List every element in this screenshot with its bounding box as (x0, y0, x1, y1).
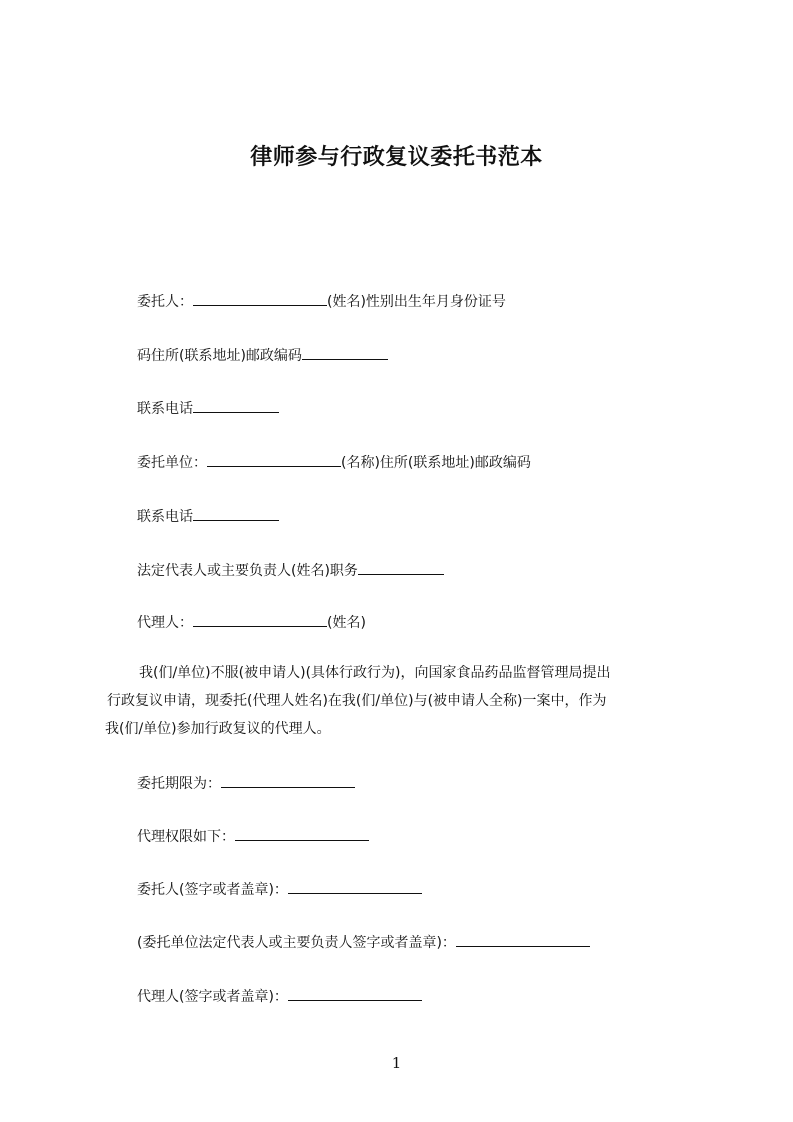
unit-name-blank[interactable] (207, 452, 341, 467)
principal-line (137, 291, 506, 312)
authorization-paragraph (105, 659, 701, 743)
principal-signature-blank[interactable] (288, 879, 422, 894)
agent-name-blank[interactable] (193, 612, 327, 627)
unit-signature-line (137, 932, 590, 953)
legal-rep-label: 法定代表人或主要负责人(姓名)职务 (137, 563, 358, 579)
unit-signature-label: (委托单位法定代表人或主要负责人签字或者盖章)： (137, 935, 456, 951)
authority-blank[interactable] (235, 826, 369, 841)
paragraph-line-3: 我(们/单位)参加行政复议的代理人。 (105, 721, 331, 737)
principal-signature-label: 委托人(签字或者盖章)： (137, 882, 288, 898)
legal-rep-line (137, 560, 444, 581)
agent-signature-label: 代理人(签字或者盖章)： (137, 989, 288, 1005)
phone-label: 联系电话 (137, 401, 193, 417)
page-number: 1 (391, 1054, 402, 1072)
term-line (137, 773, 355, 794)
address-line (137, 345, 388, 366)
term-blank[interactable] (221, 773, 355, 788)
position-blank[interactable] (358, 560, 444, 575)
document-title: 律师参与行政复议委托书范本 (250, 145, 543, 170)
phone-blank[interactable] (193, 398, 279, 413)
agent-signature-line (137, 986, 422, 1007)
unit-phone-blank[interactable] (193, 506, 279, 521)
unit-signature-blank[interactable] (456, 932, 590, 947)
entrusting-unit-label: 委托单位： (137, 455, 207, 471)
paragraph-line-2: 行政复议申请，现委托(代理人姓名)在我(们/单位)与(被申请人全称)一案中，作为 (107, 693, 607, 709)
authority-label: 代理权限如下： (137, 829, 235, 845)
principal-label: 委托人： (137, 294, 193, 310)
paragraph-line-1: 我(们/单位)不服(被申请人)(具体行政行为)，向国家食品药品监督管理局提出 (139, 665, 611, 681)
term-label: 委托期限为： (137, 776, 221, 792)
agent-line (137, 612, 366, 633)
authority-line (137, 826, 369, 847)
name-blank[interactable] (193, 291, 327, 306)
address-label: 码住所(联系地址)邮政编码 (137, 348, 302, 364)
agent-name-suffix: (姓名) (327, 615, 366, 631)
unit-info-label: (名称)住所(联系地址)邮政编码 (341, 455, 531, 471)
principal-info-label: (姓名)性别出生年月身份证号 (327, 294, 506, 310)
phone-line (137, 398, 279, 419)
agent-signature-blank[interactable] (288, 986, 422, 1001)
postcode-blank[interactable] (302, 345, 388, 360)
unit-phone-line (137, 506, 279, 527)
agent-label: 代理人： (137, 615, 193, 631)
principal-signature-line (137, 879, 422, 900)
unit-phone-label: 联系电话 (137, 509, 193, 525)
entrusting-unit-line (137, 452, 531, 473)
